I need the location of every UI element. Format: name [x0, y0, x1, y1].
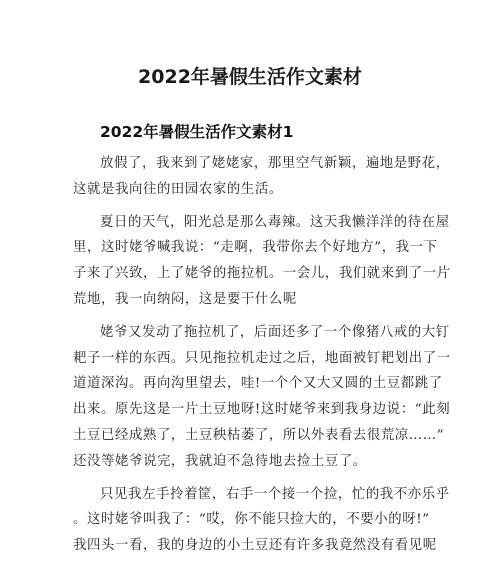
text-line: 道道深沟。再向沟里望去，哇!一个个又大又圆的土豆都跳了	[73, 376, 443, 392]
text-line: 我四头一看，我的身边的小土豆还有许多我竟然没有看见呢	[73, 538, 437, 554]
paragraph	[73, 151, 450, 203]
text-line: 还没等姥爷说完，我就迫不急待地去捡土豆了。	[73, 453, 367, 469]
text-line: 姥爷又发动了拖拉机了，后面还多了一个像猪八戒的大钉	[100, 324, 450, 340]
section-heading: 2022年暑假生活作文素材1	[100, 123, 294, 141]
text-line: 夏日的天气，阳光总是那么毒辣。这天我懒洋洋的待在屋	[100, 214, 450, 230]
paragraph	[73, 320, 451, 475]
text-line: 荒地，我一向纳闷，这是要干什么呢	[73, 291, 297, 307]
paragraph	[73, 482, 450, 559]
document-title: 2022年暑假生活作文素材	[138, 66, 362, 88]
text-line: 放假了，我来到了姥姥家，那里空气新颖，遍地是野花，	[100, 156, 450, 171]
text-line: 里，这时姥爷喊我说：“走啊，我带你去个好地方”，我一下	[73, 240, 438, 256]
text-line: 耙子一样的东西。只见拖拉机走过之后，地面被钉耙划出了一	[73, 350, 451, 366]
text-line: 。这时姥爷叫我了：“哎，你不能只捡大的，不要小的呀!”	[73, 512, 430, 528]
text-line: 子来了兴致，上了姥爷的拖拉机。一会儿，我们就来到了一片	[73, 266, 451, 282]
paragraph	[73, 210, 451, 313]
text-line: 只见我左手拎着筐，右手一个接一个捡，忙的我不亦乐乎	[100, 486, 450, 502]
text-line: 这就是我向往的田园农家的生活。	[73, 181, 283, 197]
article-body	[73, 151, 451, 566]
text-line: 出来。原先这是一片土豆地呀!这时姥爷来到我身边说：“此刻	[73, 402, 451, 418]
text-line: 土豆已经成熟了，土豆秧枯萎了，所以外表看去很荒凉……”	[73, 427, 445, 443]
